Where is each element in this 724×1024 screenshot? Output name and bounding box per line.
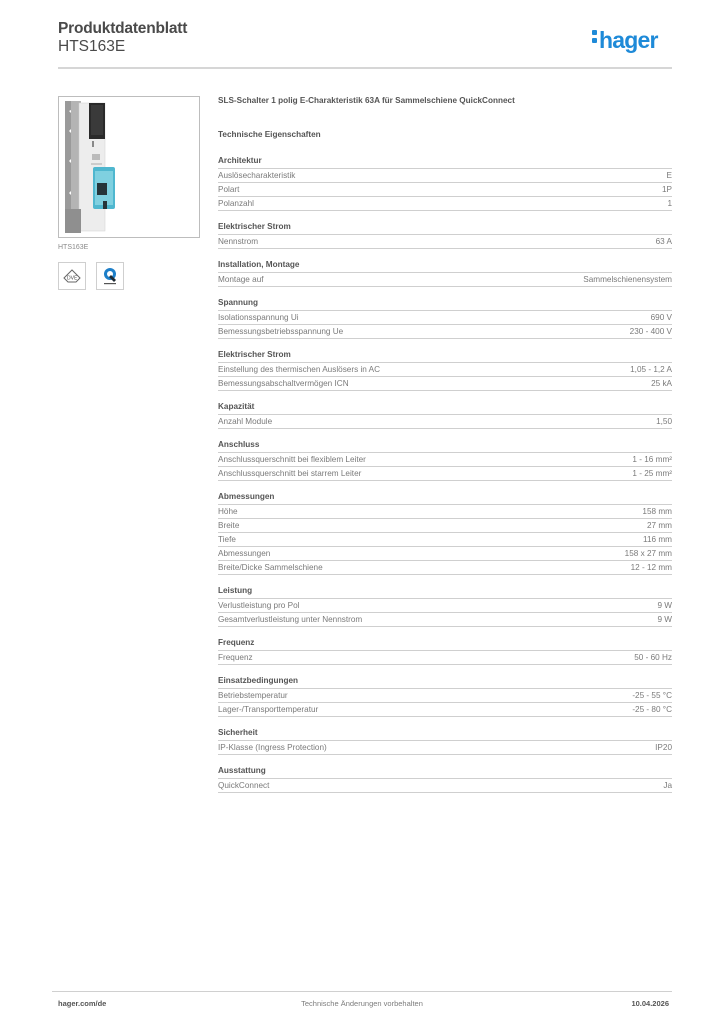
spec-section	[218, 401, 672, 429]
spec-label: Auslösecharakteristik	[218, 171, 296, 180]
product-description: SLS-Schalter 1 polig E-Charakteristik 63A für Sammelschiene QuickConnect	[218, 96, 515, 105]
spec-section	[218, 765, 672, 793]
spec-label: Polart	[218, 185, 240, 194]
spec-row	[218, 273, 672, 287]
section-title: Ausstattung	[218, 765, 672, 779]
spec-value: 158 mm	[642, 507, 672, 516]
spec-row	[218, 779, 672, 793]
spec-section	[218, 349, 672, 391]
spec-row	[218, 651, 672, 665]
spec-value: 27 mm	[646, 521, 672, 530]
page-header	[58, 20, 187, 56]
spec-value: Sammelschienensystem	[583, 275, 672, 284]
spec-value: 158 x 27 mm	[624, 549, 672, 558]
spec-row	[218, 561, 672, 575]
spec-value: 63 A	[655, 237, 672, 246]
section-title: Installation, Montage	[218, 259, 672, 273]
svg-text:DVE: DVE	[66, 275, 78, 282]
spec-value: 116 mm	[643, 535, 672, 544]
spec-label: Breite/Dicke Sammelschiene	[218, 563, 323, 572]
vde-mark-icon	[58, 262, 86, 290]
spec-label: Bemessungsabschaltvermögen ICN	[218, 379, 349, 388]
spec-label: Nennstrom	[218, 237, 259, 246]
spec-label: Breite	[218, 521, 240, 530]
footer-website-link[interactable]: hager.com/de	[58, 999, 107, 1008]
hager-logo	[592, 28, 658, 52]
spec-row	[218, 197, 672, 211]
spec-label: Isolationsspannung Ui	[218, 313, 299, 322]
spec-label: IP-Klasse (Ingress Protection)	[218, 743, 327, 752]
quickconnect-icon	[96, 262, 124, 290]
spec-row	[218, 613, 672, 627]
section-title: Sicherheit	[218, 727, 672, 741]
spec-row	[218, 415, 672, 429]
spec-value: 1 - 16 mm²	[632, 455, 672, 464]
spec-section	[218, 439, 672, 481]
spec-row	[218, 703, 672, 717]
spec-value: 690 V	[650, 313, 672, 322]
spec-section	[218, 155, 672, 211]
spec-value: 1,05 - 1,2 A	[630, 365, 672, 374]
spec-row	[218, 599, 672, 613]
section-title: Elektrischer Strom	[218, 221, 672, 235]
footer-date: 10.04.2026	[631, 999, 669, 1008]
product-number: HTS163E	[58, 38, 126, 55]
technical-properties	[218, 95, 672, 803]
spec-value: 1P	[661, 185, 672, 194]
product-image	[58, 96, 200, 238]
spec-label: Verlustleistung pro Pol	[218, 601, 300, 610]
spec-label: Montage auf	[218, 275, 264, 284]
spec-value: IP20	[655, 743, 672, 752]
spec-label: Höhe	[218, 507, 238, 516]
spec-value: 9 W	[657, 615, 672, 624]
spec-row	[218, 183, 672, 197]
spec-label: Tiefe	[218, 535, 236, 544]
footer-divider	[52, 991, 672, 992]
spec-row	[218, 377, 672, 391]
spec-section	[218, 585, 672, 627]
section-title: Anschluss	[218, 439, 672, 453]
header-divider	[58, 67, 672, 69]
spec-label: Einstellung des thermischen Auslösers in AC	[218, 365, 381, 374]
image-caption: HTS163E	[58, 244, 89, 251]
spec-label: Anschlussquerschnitt bei flexiblem Leiter	[218, 455, 366, 464]
logo-colon-icon	[592, 27, 597, 46]
spec-section	[218, 259, 672, 287]
spec-label: Polanzahl	[218, 199, 254, 208]
spec-value: 1 - 25 mm²	[632, 469, 672, 478]
logo-text: hager	[599, 27, 658, 53]
spec-row	[218, 533, 672, 547]
spec-value: -25 - 80 °C	[632, 705, 672, 714]
section-title: Frequenz	[218, 637, 672, 651]
section-title: Elektrischer Strom	[218, 349, 672, 363]
spec-section	[218, 221, 672, 249]
spec-row	[218, 547, 672, 561]
spec-label: Bemessungsbetriebsspannung Ue	[218, 327, 344, 336]
spec-value: E	[666, 171, 672, 180]
section-title: Leistung	[218, 585, 672, 599]
footer-disclaimer: Technische Änderungen vorbehalten	[301, 999, 423, 1008]
spec-value: 9 W	[657, 601, 672, 610]
spec-row	[218, 505, 672, 519]
spec-section	[218, 675, 672, 717]
spec-value: 230 - 400 V	[629, 327, 672, 336]
spec-row	[218, 169, 672, 183]
spec-value: 50 - 60 Hz	[634, 653, 672, 662]
spec-label: Anschlussquerschnitt bei starrem Leiter	[218, 469, 362, 478]
spec-value: 12 - 12 mm	[630, 563, 672, 572]
spec-value: 1,50	[656, 417, 672, 426]
spec-section	[218, 297, 672, 339]
section-title: Architektur	[218, 155, 672, 169]
spec-row	[218, 467, 672, 481]
section-title: Spannung	[218, 297, 672, 311]
spec-section	[218, 491, 672, 575]
spec-label: Abmessungen	[218, 549, 271, 558]
spec-row	[218, 235, 672, 249]
section-title: Einsatzbedingungen	[218, 675, 672, 689]
spec-row	[218, 453, 672, 467]
spec-row	[218, 325, 672, 339]
spec-value: 25 kA	[651, 379, 672, 388]
spec-label: Gesamtverlustleistung unter Nennstrom	[218, 615, 363, 624]
spec-row	[218, 519, 672, 533]
page-title: Produktdatenblatt	[58, 20, 188, 37]
spec-value: Ja	[663, 781, 672, 790]
spec-row	[218, 311, 672, 325]
spec-label: QuickConnect	[218, 781, 270, 790]
spec-value: 1	[667, 199, 672, 208]
circuit-breaker-illustration	[59, 97, 199, 237]
tech-properties-heading: Technische Eigenschaften	[218, 130, 321, 139]
section-title: Abmessungen	[218, 491, 672, 505]
spec-label: Lager-/Transporttemperatur	[218, 705, 319, 714]
spec-label: Frequenz	[218, 653, 253, 662]
spec-label: Betriebstemperatur	[218, 691, 288, 700]
spec-row	[218, 741, 672, 755]
spec-row	[218, 689, 672, 703]
section-title: Kapazität	[218, 401, 672, 415]
spec-section	[218, 727, 672, 755]
sections-list	[218, 155, 672, 793]
spec-value: -25 - 55 °C	[632, 691, 672, 700]
spec-row	[218, 363, 672, 377]
spec-label: Anzahl Module	[218, 417, 273, 426]
spec-section	[218, 637, 672, 665]
